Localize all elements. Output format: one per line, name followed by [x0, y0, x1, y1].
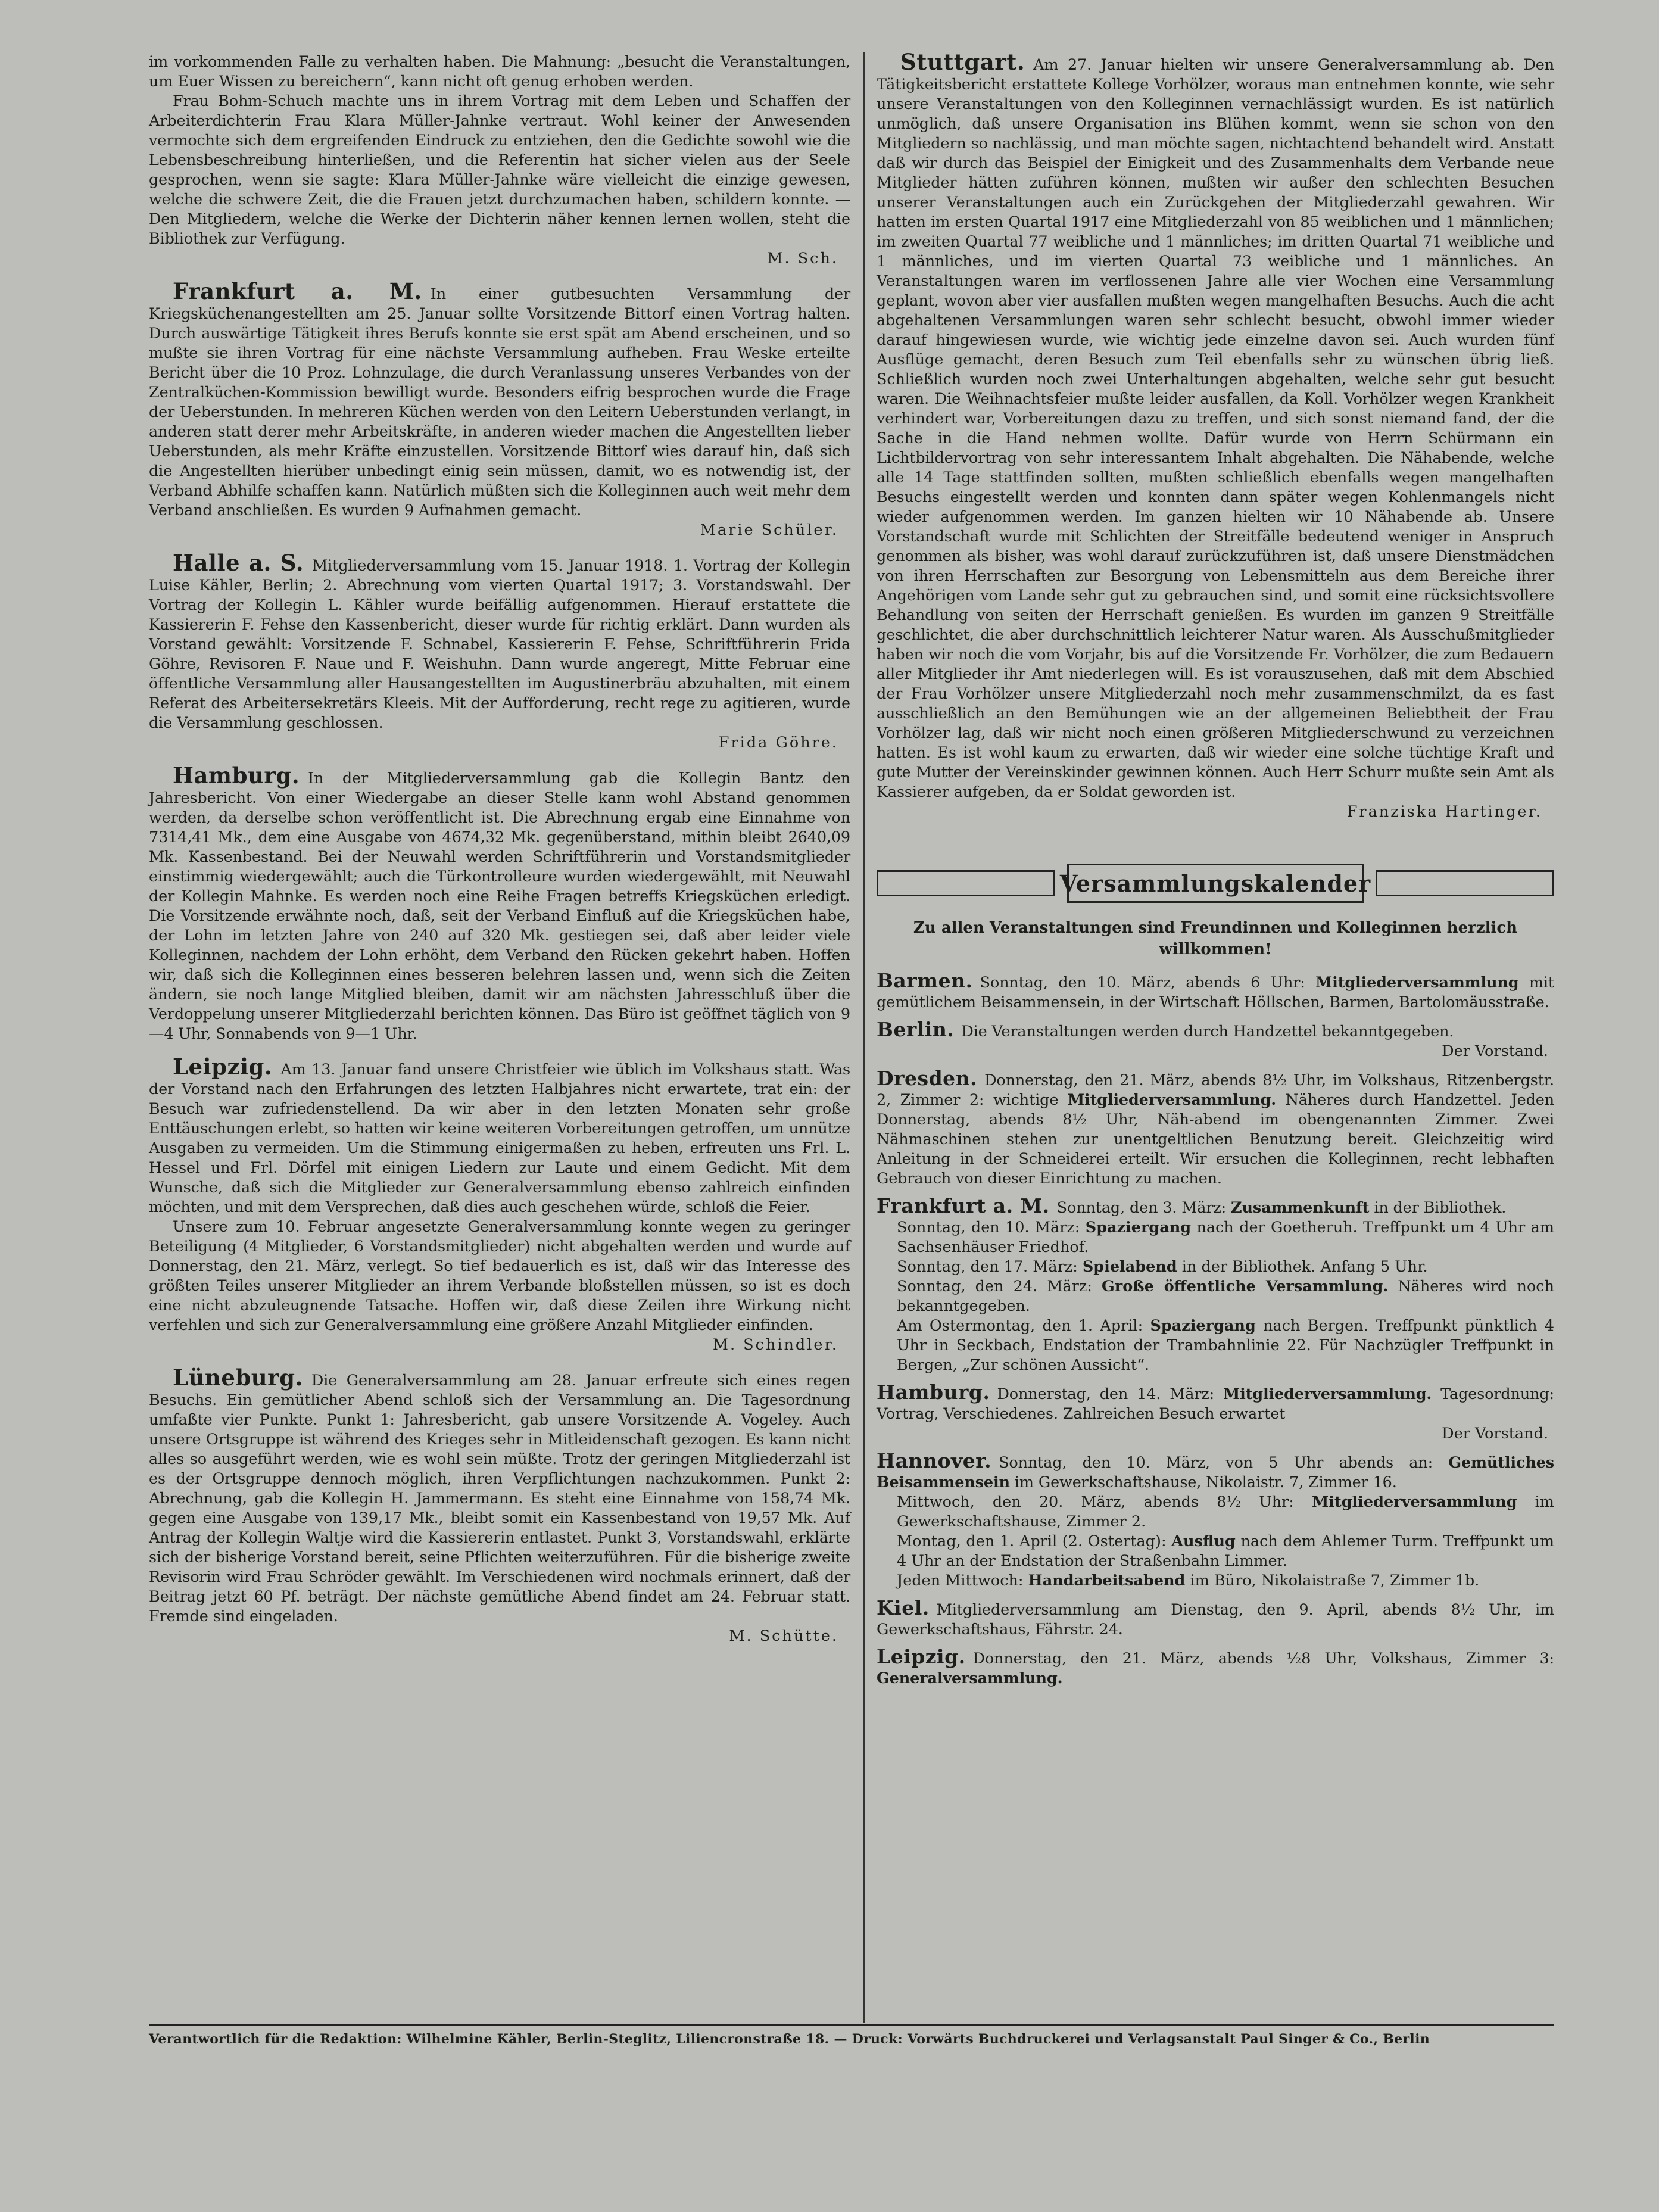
report-heading-halle: Halle a. S.	[173, 550, 304, 576]
calendar-entry-barmen	[877, 971, 1554, 1012]
calendar-text: Die Veranstaltungen werden durch Handzettel bekanntgegeben.	[961, 1023, 1454, 1040]
calendar-text: Mittwoch, den 20. März, abends 8½ Uhr:	[897, 1493, 1312, 1511]
calendar-line	[877, 1571, 1554, 1591]
report-stuttgart	[877, 49, 1554, 822]
calendar-city-berlin: Berlin.	[877, 1018, 955, 1041]
calendar-line	[877, 1257, 1554, 1277]
intro-paragraph-2: Frau Bohm-Schuch machte uns in ihrem Vortrag mit dem Leben und Schaffen der Arbeiterdichterin Frau Klara Müller-Jahnke vertraut. Wohl keiner der Anwesenden vermochte sich dem ergreifenden Eindruck zu entziehen, den die Gedichte sowohl wie die Lebensbeschreibung hinterließen, und die Referentin hat sicher vielen aus der Seele gesprochen, wenn sie sagte: Klara Müller-Jahnke wäre vielleicht die einzige gewesen, welche die schwere Zeit, die die Frauen jetzt durchzumachen haben, schildern konnte. — Den Mitgliedern, welche die Werke der Dichterin näher kennen lernen wollen, steht die Bibliothek zur Verfügung.	[149, 92, 850, 248]
calendar-text: in der Bibliothek. Anfang 5 Uhr.	[1177, 1258, 1428, 1276]
calendar-note-berlin: Der Vorstand.	[1442, 1042, 1548, 1060]
report-signature-halle: Frida Göhre.	[718, 734, 838, 752]
calendar-line	[877, 1493, 1554, 1532]
calendar-event: Handarbeitsabend	[1028, 1572, 1186, 1590]
calendar-entry-hamburg	[877, 1382, 1554, 1444]
report-halle	[149, 550, 850, 753]
calendar-text: Sonntag, den 10. März:	[897, 1219, 1086, 1236]
calendar-city-dresden: Dresden.	[877, 1067, 978, 1090]
calendar-text: in der Bibliothek.	[1369, 1199, 1507, 1217]
calendar-text: Näheres durch Handzettel. Jeden Donnerstag, abends 8½ Uhr, Näh-abend im obengenannten Zimmer. Zwei Nähmaschinen stehen zur unentgeltlichen Benutzung bereit. Gleichzeitig wird Anleitung in der Schneiderei erteilt. Wir ersuchen die Kolleginnen, recht lebhaften Gebrauch von dieser Einrichtung zu machen.	[877, 1091, 1554, 1188]
calendar-entry-dresden	[877, 1068, 1554, 1189]
calendar-event: Spaziergang	[1085, 1219, 1192, 1236]
calendar-text: im Büro, Nikolaistraße 7, Zimmer 1b.	[1185, 1572, 1480, 1590]
report-signature-lueneburg: M. Schütte.	[729, 1627, 838, 1645]
calendar-entry-frankfurt	[877, 1196, 1554, 1375]
report-heading-hamburg: Hamburg.	[173, 762, 300, 789]
calendar-text: Näheres wird noch bekanntgegeben.	[897, 1278, 1554, 1315]
calendar-event: Mitgliederversammlung	[1312, 1493, 1517, 1511]
calendar-text: Donnerstag, den 14. März:	[997, 1385, 1224, 1403]
column-divider	[863, 52, 865, 2023]
calendar-text: nach Bergen. Treffpunkt pünktlich 4 Uhr in Seckbach, Endstation der Trambahnlinie 22. Für Nachzügler Treffpunkt in Bergen, „Zur schönen Aussicht“.	[897, 1317, 1554, 1374]
calendar-event: Spielabend	[1082, 1258, 1177, 1276]
calendar-text: Donnerstag, den 21. März, abends 8½ Uhr, im Volkshaus, Ritzenbergstr. 2, Zimmer 2: wichtige	[877, 1071, 1554, 1109]
calendar-text: Montag, den 1. April (2. Ostertag):	[897, 1532, 1172, 1550]
calendar-banner	[877, 864, 1554, 903]
calendar-line	[877, 1277, 1554, 1316]
calendar-text: Sonntag, den 10. März, abends 6 Uhr:	[980, 974, 1316, 992]
calendar-line	[877, 1316, 1554, 1375]
calendar-city-leipzig: Leipzig.	[877, 1645, 966, 1668]
left-column	[149, 52, 850, 1646]
report-heading-lueneburg: Lüneburg.	[173, 1364, 303, 1391]
report-heading-stuttgart: Stuttgart.	[900, 49, 1025, 75]
calendar-text: nach dem Ahlemer Turm. Treffpunkt um 4 Uhr an der Endstation der Straßenbahn Limmer.	[897, 1532, 1554, 1570]
report-signature-leipzig: M. Schindler.	[712, 1336, 838, 1354]
calendar-text: im Gewerkschaftshause, Zimmer 2.	[897, 1493, 1554, 1531]
calendar-text: Sonntag, den 17. März:	[897, 1258, 1083, 1276]
calendar-text: im Gewerkschaftshause, Nikolaistr. 7, Zimmer 16.	[1009, 1473, 1397, 1491]
calendar-subtitle: Zu allen Veranstaltungen sind Freundinnen und Kolleginnen herzlich willkommen!	[913, 919, 1518, 958]
calendar-entry-kiel	[877, 1598, 1554, 1640]
imprint-footer: Verantwortlich für die Redaktion: Wilhelmine Kähler, Berlin-Steglitz, Liliencronstraße 18. — Druck: Vorwärts Buchdruckerei und Verlagsanstalt Paul Singer & Co., Berlin	[149, 2024, 1554, 2047]
calendar-event: Mitgliederversammlung	[1315, 974, 1519, 992]
calendar-title: Versammlungskalender	[1067, 864, 1364, 903]
calendar-entry-hannover	[877, 1451, 1554, 1591]
calendar-text: Sonntag, den 24. März:	[897, 1278, 1102, 1295]
report-hamburg	[149, 762, 850, 1044]
banner-rule-right	[1376, 870, 1554, 896]
calendar-entry-berlin	[877, 1020, 1554, 1061]
calendar-event: Generalversammlung.	[877, 1669, 1063, 1687]
calendar-event: Mitgliederversammlung.	[1223, 1385, 1432, 1403]
calendar-event: Spaziergang	[1150, 1317, 1256, 1335]
intro-paragraph-1: im vorkommenden Falle zu verhalten haben. Die Mahnung: „besucht die Veranstaltungen, um Euer Wissen zu bereichern“, kann nicht oft genug erhoben werden.	[149, 53, 850, 91]
report-text-stuttgart: Am 27. Januar hielten wir unsere Generalversammlung ab. Den Tätigkeitsbericht erstattete Kollege Vorhölzer, woraus man entnehmen konnte, wie sehr unsere Veranstaltungen von den Kolleginnen vernachlässigt wurden. Es ist natürlich unmöglich, daß unsere Organisation ins Blühen kommt, wenn sie schon von den Mitgliedern so nachlässig, und man möchte sagen, nichtachtend behandelt wird. Anstatt daß wir durch das Beispiel der Einigkeit und des Zusammenhalts dem Verbande neue Mitglieder hätten zuführen können, mußten wir außer den schlechten Besuchen unserer Veranstaltungen auch ein Zurückgehen der Mitgliederzahl gewahren. Wir hatten im ersten Quartal 1917 eine Mitgliederzahl von 85 weiblichen und 1 männlichen; im zweiten Quartal 77 weibliche und 1 männliches; im dritten Quartal 71 weibliche und 1 männliches, und im vierten Quartal 73 weibliche und 1 männliches. An Veranstaltungen waren im verflossenen Jahre alle vier Wochen eine Versammlung geplant, wovon aber vier ausfallen mußten wegen mangelhaften Besuchs. Auch die acht abgehaltenen Versammlungen waren sehr schlecht besucht, obwohl immer wieder darauf hingewiesen wurde, wie wichtig jede einzelne davon sei. Auch wurden fünf Ausflüge gemacht, deren Besuch zum Teil ebenfalls sehr zu wünschen übrig ließ. Schließlich wurden noch zwei Unterhaltungen abgehalten, welche sehr gut besucht waren. Die Weihnachtsfeier mußte leider ausfallen, da Koll. Vorhölzer wegen Krankheit verhindert war, Vorbereitungen dazu zu treffen, und sich sonst niemand fand, der die Sache in die Hand nehmen wollte. Dafür wurde von Herrn Schürmann ein Lichtbildervortrag von sehr interessantem Inhalt abgehalten. Die Nähabende, welche alle 14 Tage stattfinden sollten, mußten schließlich ebenfalls wegen mangelhaften Besuchs eingestellt werden und konnten dann später wegen Kohlenmangels nicht wieder aufgenommen werden. Im ganzen hielten wir 10 Nähabende ab. Unsere Vorstandschaft wurde mit Schlichten der Streitfälle bedeutend weniger in Anspruch genommen als bisher, was wohl darauf zurückzuführen ist, daß unsere Dienstmädchen von ihren Herrschaften zur Besorgung von Lebensmitteln aus dem Bereiche ihrer Angehörigen vom Lande sehr gut zu gebrauchen sind, und somit eine rücksichtsvollere Behandlung von seiten der Herrschaft genießen. Es wurden im ganzen 9 Streitfälle geschlichtet, die aber durchschnittlich leichterer Natur waren. Als Ausschußmitglieder haben wir noch die vom Vorjahr, bis auf die Vorsitzende Fr. Vorhölzer, die zum Bedauern aller Mitglieder ihr Amt niederlegen will. Es ist vorauszusehen, daß mit dem Abschied der Frau Vorhölzer unsere Mitgliederzahl noch mehr zusammenschmilzt, da es fast ausschließlich an den Bemühungen wie an der allgemeinen Beliebtheit der Frau Vorhölzer lag, daß wir nicht noch einen größeren Mitgliederschwund zu verzeichnen hatten. Es ist wohl kaum zu erwarten, daß wir wieder eine solche tüchtige Kraft und gute Mutter der Vereinskinder gewinnen können. Auch Herr Schurr mußte sein Amt als Kassierer aufgeben, da er Soldat geworden ist.	[877, 56, 1554, 801]
banner-rule-left	[877, 870, 1055, 896]
calendar-text: Donnerstag, den 21. März, abends ½8 Uhr, Volkshaus, Zimmer 3:	[972, 1650, 1554, 1668]
calendar-event: Gemütliches Beisammensein	[877, 1454, 1554, 1491]
report-text-frankfurt: In einer gutbesuchten Versammlung der Kriegsküchenangestellten am 25. Januar sollte Vorsitzende Bittorf einen Vortrag halten. Durch auswärtige Tätigkeit ihres Berufs konnte sie erst spät am Abend erscheinen, und so mußte sie ihren Vortrag für eine nächste Versammlung aufheben. Frau Weske erteilte Bericht über die 10 Proz. Lohnzulage, die durch Veranlassung unseres Verbandes von der Zentralküchen-Kommission bewilligt wurde. Besonders eifrig besprochen wurde die Frage der Ueberstunden. In mehreren Küchen werden von den Leitern Ueberstunden verlangt, in anderen statt derer mehr Arbeitskräfte, in anderen wieder machen die Angestellten lieber Ueberstunden, als mehr Kräfte einzustellen. Vorsitzende Bittorf wies darauf hin, daß sich die Angestellten hierüber unbedingt einig sein müssen, damit, wo es notwendig ist, der Verband Abhilfe schaffen kann. Natürlich müßten sich die Kolleginnen auch weit mehr dem Verband anschließen. Es wurden 9 Aufnahmen gemacht.	[149, 285, 851, 519]
calendar-text: Mitgliederversammlung am Dienstag, den 9. April, abends 8½ Uhr, im Gewerkschaftshaus, Fährstr. 24.	[877, 1601, 1554, 1638]
report-text-hamburg: In der Mitgliederversammlung gab die Kollegin Bantz den Jahresbericht. Von einer Wiedergabe an dieser Stelle kann wohl Abstand genommen werden, da derselbe schon veröffentlicht ist. Die Abrechnung ergab eine Einnahme von 7314,41 Mk., dem eine Ausgabe von 4674,32 Mk. gegenüberstand, mithin bleibt 2640,09 Mk. Kassenbestand. Bei der Neuwahl werden Schriftführerin und Vorstandsmitglieder einstimmig wiedergewählt; auch die Türkontrolleure wurden wiedergewählt, mit Neuwahl der Kollegin Mahnke. Es werden noch eine Reihe Fragen betreffs Kriegsküchen erledigt. Die Vorsitzende erwähnte noch, daß, seit der Verband Einfluß auf die Kriegsküchen habe, der Lohn im letzten Jahre von 240 auf 320 Mk. gestiegen sei, daß aber leider viele Kolleginnen, nachdem der Lohn erhöht, dem Verband den Rücken gekehrt haben. Hoffen wir, daß sich die Kolleginnen eines besseren belehren lassen und, wenn sich die Zeiten ändern, sie noch lange Mitglied bleiben, damit wir am nächsten Jahresschluß über die Verdoppelung unserer Mitgliederzahl berichten können. Das Büro ist geöffnet täglich von 9—4 Uhr, Sonnabends von 9—1 Uhr.	[149, 769, 850, 1043]
report-heading-frankfurt: Frankfurt a. M.	[173, 278, 422, 304]
calendar-event: Große öffentliche Versammlung.	[1102, 1278, 1389, 1295]
report-lueneburg	[149, 1364, 850, 1646]
calendar-event: Zusammenkunft	[1231, 1199, 1370, 1217]
calendar-text: nach der Goetheruh. Treffpunkt um 4 Uhr am Sachsenhäuser Friedhof.	[897, 1219, 1555, 1256]
intro-signature: M. Sch.	[767, 250, 838, 267]
calendar-city-kiel: Kiel.	[877, 1596, 930, 1619]
report-text-leipzig-2: Unsere zum 10. Februar angesetzte Generalversammlung konnte wegen zu geringer Beteiligung (4 Mitglieder, 6 Vorstandsmitglieder) nicht abgehalten werden und wurde auf Donnerstag, den 21. März, verlegt. So tief bedauerlich es ist, daß wir das Interesse des größten Teiles unserer Mitglieder an ihrem Verbande bloßstellen müssen, so ist es doch eine nicht abzuleugnende Tatsache. Hoffen wir, daß diese Zeilen ihre Wirkung nicht verfehlen und sich zur Generalversammlung eine größere Anzahl Mitglieder einfinden.	[149, 1218, 850, 1334]
calendar-city-hamburg: Hamburg.	[877, 1381, 990, 1404]
calendar-entry-leipzig	[877, 1647, 1554, 1688]
calendar-text: Tagesordnung: Vortrag, Verschiedenes. Zahlreichen Besuch erwartet	[877, 1385, 1554, 1423]
calendar-text: mit gemütlichem Beisammensein, in der Wirtschaft Höllschen, Barmen, Bartolomäusstraße.	[877, 974, 1555, 1011]
calendar-city-hannover: Hannover.	[877, 1449, 992, 1472]
report-signature-stuttgart: Franziska Hartinger.	[1346, 803, 1542, 821]
calendar-text: Sonntag, den 3. März:	[1056, 1199, 1231, 1217]
calendar-line	[877, 1532, 1554, 1571]
calendar-city-barmen: Barmen.	[877, 969, 973, 992]
report-heading-leipzig: Leipzig.	[173, 1054, 273, 1080]
calendar-event: Mitgliederversammlung.	[1067, 1091, 1277, 1109]
calendar-text: Sonntag, den 10. März, von 5 Uhr abends an:	[999, 1454, 1449, 1472]
report-text-halle: Mitgliederversammlung vom 15. Januar 1918. 1. Vortrag der Kollegin Luise Kähler, Berlin; 2. Abrechnung vom vierten Quartal 1917; 3. Vorstandswahl. Der Vortrag der Kollegin L. Kähler wurde beifällig aufgenommen. Hierauf erstattete die Kassiererin F. Fehse den Kassenbericht, dieser wurde für richtig erklärt. Dann wurden als Vorstand gewählt: Vorsitzende F. Schnabel, Kassiererin F. Fehse, Schriftführerin Frida Göhre, Revisoren F. Naue und F. Weishuhn. Dann wurde angeregt, Mitte Februar eine öffentliche Versammlung aller Hausangestellten im Augustinerbräu abzuhalten, mit einem Referat des Arbeitersekretärs Kleeis. Mit der Aufforderung, recht rege zu agitieren, wurde die Versammlung geschlossen.	[149, 557, 850, 732]
report-signature-frankfurt: Marie Schüler.	[700, 521, 838, 539]
report-leipzig	[149, 1054, 850, 1355]
right-column	[877, 49, 1555, 1688]
calendar-text: Am Ostermontag, den 1. April:	[897, 1317, 1150, 1335]
calendar-note-hamburg: Der Vorstand.	[1442, 1425, 1548, 1443]
calendar-event: Ausflug	[1171, 1532, 1236, 1550]
calendar-line	[877, 1218, 1554, 1257]
report-text-leipzig: Am 13. Januar fand unsere Christfeier wie üblich im Volkshaus statt. Was der Vorstand nach den Erfahrungen des letzten Halbjahres nicht erwartete, trat ein: der Besuch war zufriedenstellend. Da wir aber in den letzten Monaten sehr große Enttäuschungen erlebt, so hatten wir keine weiteren Vorbereitungen getroffen, um unnütze Ausgaben zu vermeiden. Um die Stimmung einigermaßen zu heben, erfreuten uns Frl. L. Hessel und Frl. Dörfel mit einigen Liedern zur Laute und einem Gedicht. Mit dem Wunsche, daß sich die Mitglieder zur Generalversammlung ebenso zahlreich einfinden möchten, und mit dem Versprechen, daß dies auch geschehen würde, schloß die Feier.	[149, 1061, 850, 1216]
calendar-city-frankfurt: Frankfurt a. M.	[877, 1194, 1050, 1217]
report-text-lueneburg: Die Generalversammlung am 28. Januar erfreute sich eines regen Besuchs. Ein gemütlicher Abend schloß sich der Versammlung an. Die Tagesordnung umfaßte vier Punkte. Punkt 1: Jahresbericht, gab unsere Vorsitzende A. Vogeley. Auch unsere Ortsgruppe ist während des Krieges sehr in Mitleidenschaft gezogen. Es kann nicht alles so ausgeführt werden, wie es wohl sein müßte. Trotz der geringen Mitgliederzahl ist es der Ortsgruppe dennoch möglich, ihren Verpflichtungen nachzukommen. Punkt 2: Abrechnung, gab die Kollegin H. Jammermann. Es steht eine Einnahme von 158,74 Mk. gegen eine Ausgabe von 139,17 Mk., bleibt somit ein Kassenbestand von 19,57 Mk. Auf Antrag der Kollegin Waltje wird die Kassiererin entlastet. Punkt 3, Vorstandswahl, erklärte sich der bisherige Vorstand bereit, seine Pflichten weiterzuführen. Für die bisherige zweite Revisorin wird Frau Schröder gewählt. Im Verschiedenen wird nochmals erinnert, daß der Beitrag jetzt 60 Pf. beträgt. Der nächste gemütliche Abend findet am 24. Februar statt. Fremde sind eingeladen.	[149, 1372, 850, 1625]
calendar-text: Jeden Mittwoch:	[897, 1572, 1028, 1590]
report-frankfurt	[149, 278, 851, 540]
